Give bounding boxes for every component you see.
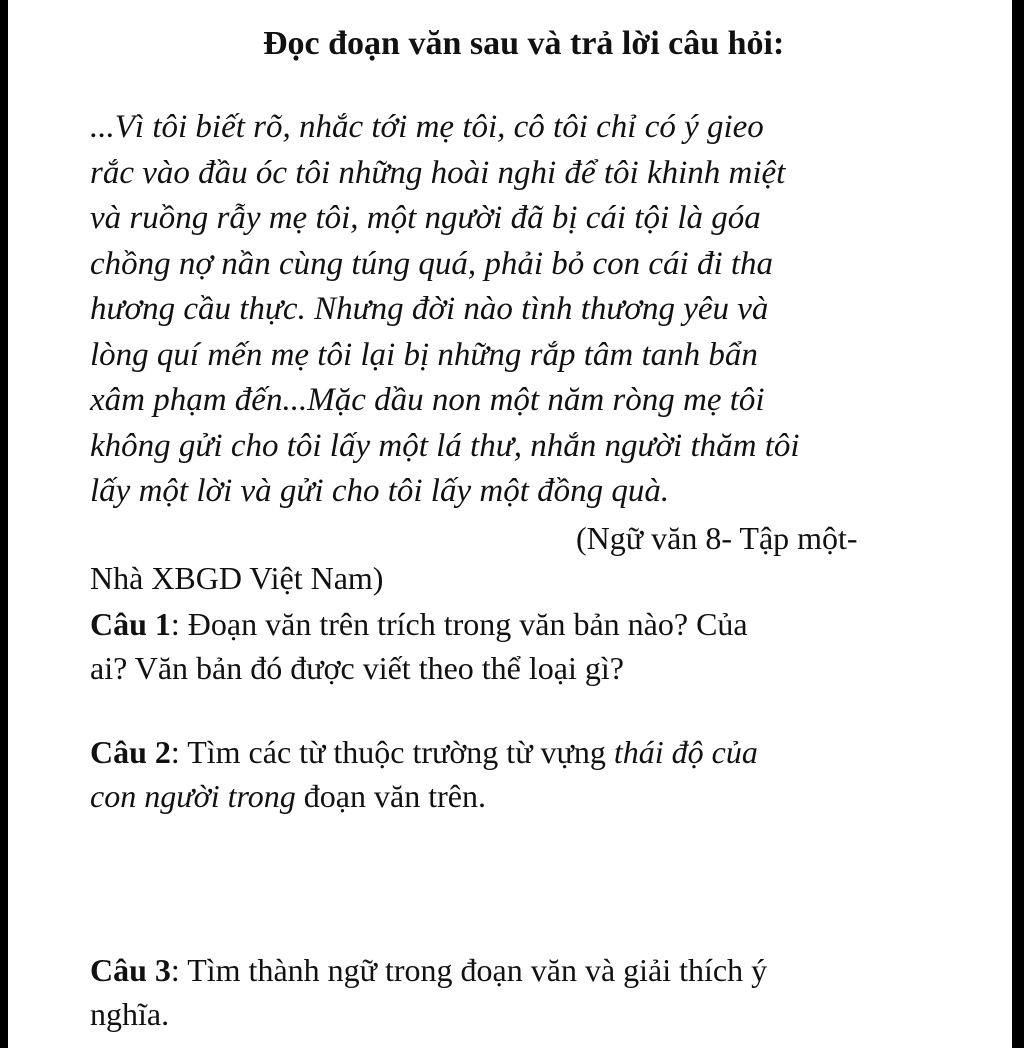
question-2-emphasis: thái độ của xyxy=(613,734,758,770)
passage-line: ...Vì tôi biết rõ, nhắc tới mẹ tôi, cô tôi chỉ có ý gieo xyxy=(90,109,764,145)
question-1 xyxy=(90,602,748,690)
passage-line: rắc vào đầu óc tôi những hoài nghi để tôi khinh miệt xyxy=(90,154,786,191)
passage-line: không gửi cho tôi lấy một lá thư, nhắn người thăm tôi xyxy=(90,427,800,464)
source-citation-line-1: (Ngữ văn 8- Tập một- xyxy=(576,520,858,556)
question-2-line-1 xyxy=(90,730,758,774)
question-2-emphasis-continued: con người trong xyxy=(90,778,296,814)
question-1-line-1 xyxy=(90,602,748,646)
question-3 xyxy=(90,948,767,1036)
page-title: Đọc đoạn văn sau và trả lời câu hỏi: xyxy=(263,25,785,62)
question-1-text: : Đoạn văn trên trích trong văn bản nào? Của xyxy=(170,606,748,642)
passage-line: lấy một lời và gửi cho tôi lấy một đồng quà. xyxy=(90,473,670,509)
question-1-line-2: ai? Văn bản đó được viết theo thể loại gì? xyxy=(90,650,624,686)
question-2-text: : Tìm các từ thuộc trường từ vựng xyxy=(170,734,614,770)
question-2-text-end: đoạn văn trên. xyxy=(295,778,486,814)
passage-line: hương cầu thực. Nhưng đời nào tình thương yêu và xyxy=(90,291,769,327)
question-1-label: Câu 1 xyxy=(90,606,171,642)
passage-line: lòng quí mến mẹ tôi lại bị những rắp tâm tanh bẩn xyxy=(90,336,758,373)
passage-line: xâm phạm đến...Mặc dầu non một năm ròng mẹ tôi xyxy=(90,382,765,418)
question-3-label: Câu 3 xyxy=(90,952,171,988)
question-3-text: : Tìm thành ngữ trong đoạn văn và giải thích ý xyxy=(170,952,768,988)
question-2-label: Câu 2 xyxy=(90,734,171,770)
source-citation-line-2: Nhà XBGD Việt Nam) xyxy=(90,560,384,596)
passage xyxy=(90,105,940,515)
question-2 xyxy=(90,730,758,818)
question-3-line-1 xyxy=(90,948,767,992)
question-3-line-2: nghĩa. xyxy=(90,996,170,1032)
passage-line: chồng nợ nần cùng túng quá, phải bỏ con cái đi tha xyxy=(90,245,774,282)
document-page xyxy=(8,0,1012,1048)
passage-line: và ruồng rẫy mẹ tôi, một người đã bị cái tội là góa xyxy=(90,200,761,236)
question-2-line-2 xyxy=(90,774,758,818)
